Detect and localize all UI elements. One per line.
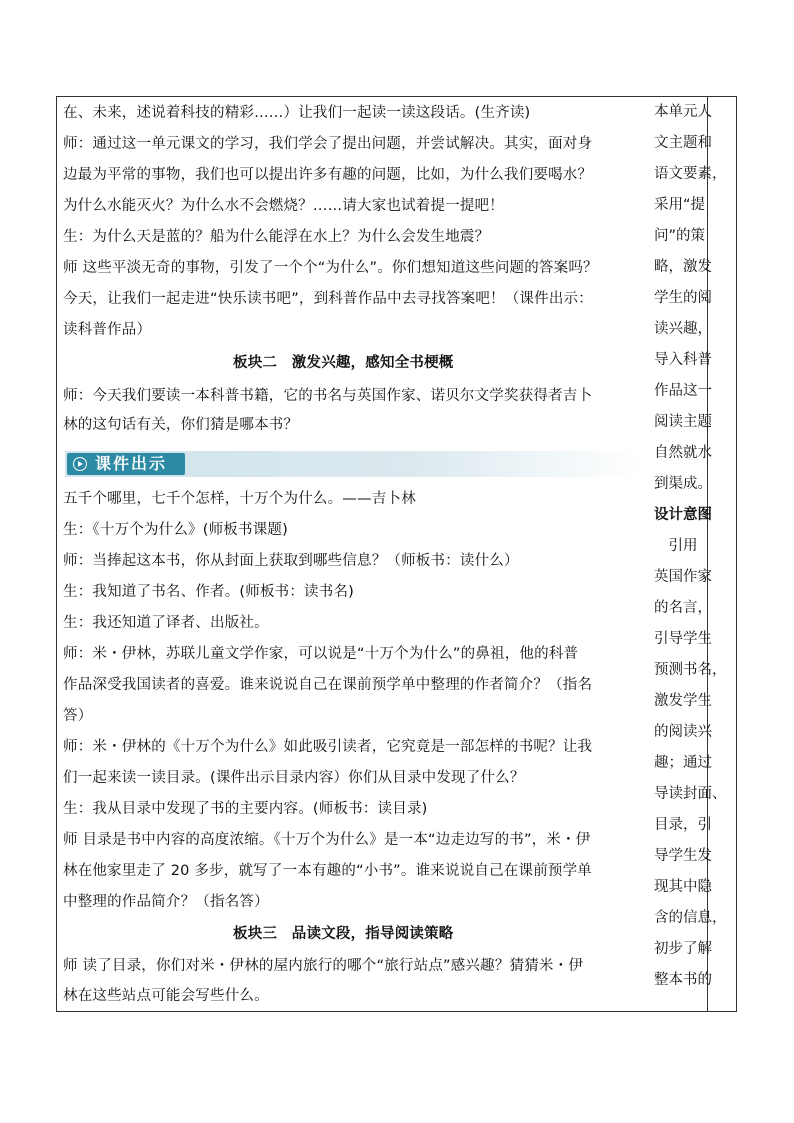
text-line: 师 目录是书中内容的高度浓缩。《十万个为什么》是一本“边走边写的书”，米・伊 xyxy=(63,832,591,848)
side-note-line: 问”的策 xyxy=(654,228,706,244)
text-line: 生：我从目录中发现了书的主要内容。(师板书：读目录) xyxy=(63,801,428,817)
text-line: 师：米・伊林的《十万个为什么》如此吸引读者，它究竟是一部怎样的书呢？让我 xyxy=(63,739,593,755)
side-note-line: 整本书的 xyxy=(654,972,712,988)
text-line: 作品深受我国读者的喜爱。谁来说说自己在课前预学单中整理的作者简介？（指名 xyxy=(63,677,593,693)
text-line: 为什么水能灭火？为什么水不会燃烧？……请大家也试着提一提吧！ xyxy=(63,198,504,214)
side-note-line: 读兴趣， xyxy=(654,321,712,337)
side-note-line: 略，激发 xyxy=(654,259,712,275)
side-note-line: 目录，引 xyxy=(654,817,712,833)
text-line: 林的这句话有关，你们猜是哪本书？ xyxy=(63,417,299,433)
banner-label: 课件出示 xyxy=(95,454,168,473)
side-note-line: 现其中隐 xyxy=(654,879,712,895)
side-note-line: 作品这一 xyxy=(654,383,712,399)
side-note-line: 导读封面、 xyxy=(654,786,727,802)
side-note-line: 本单元人 xyxy=(654,104,712,120)
side-note-line: 语文要素， xyxy=(654,166,727,182)
section-heading-3: 板块三 品读文段，指导阅读策略 xyxy=(233,926,454,942)
side-note-line: 引导学生 xyxy=(654,631,712,647)
text-line: 师 这些平淡无奇的事物，引发了一个个“为什么”。你们想知道这些问题的答案吗？ xyxy=(63,260,598,276)
text-line: 林在这些站点可能会写些什么。 xyxy=(63,988,269,1004)
text-line: 生：我还知道了译者、出版社。 xyxy=(63,615,269,631)
text-line: 师：米・伊林，苏联儿童文学作家，可以说是“十万个为什么”的鼻祖，他的科普 xyxy=(63,646,579,662)
side-note-line: 文主题和 xyxy=(654,135,712,151)
side-note-line: 学生的阅 xyxy=(654,290,712,306)
text-line: 今天，让我们一起走进“快乐读书吧”，到科普作品中去寻找答案吧！（课件出示： xyxy=(63,291,593,307)
text-line: 中整理的作品简介？（指名答） xyxy=(63,894,269,910)
side-note-line: 采用“提 xyxy=(654,197,706,213)
side-note-line: 初步了解 xyxy=(654,941,712,957)
text-line: 读科普作品） xyxy=(63,322,152,338)
text-line: 师：通过这一单元课文的学习，我们学会了提出问题，并尝试解决。其实，面对身 xyxy=(63,136,593,152)
side-note-line: 引用 xyxy=(654,538,698,554)
side-note-line: 预测书名， xyxy=(654,662,727,678)
side-note-line: 阅读主题 xyxy=(654,414,712,430)
side-note-line: 激发学生 xyxy=(654,693,712,709)
lesson-table xyxy=(56,96,737,1012)
quote-line: 五千个哪里，七千个怎样，十万个为什么。——吉卜林 xyxy=(63,491,416,507)
text-line: 边最为平常的事物，我们也可以提出许多有趣的问题，比如，为什么我们要喝水？ xyxy=(63,167,593,183)
play-icon xyxy=(73,457,87,471)
text-line: 师 读了目录，你们对米・伊林的屋内旅行的哪个“旅行站点”感兴趣？猜猜米・伊 xyxy=(63,958,584,974)
side-note-line: 英国作家 xyxy=(654,569,712,585)
section-heading-2: 板块二 激发兴趣，感知全书梗概 xyxy=(233,355,454,371)
side-note-line: 趣；通过 xyxy=(654,755,712,771)
side-note-line: 导学生发 xyxy=(654,848,712,864)
side-note-line: 的阅读兴 xyxy=(654,724,712,740)
side-note-line: 到渠成。 xyxy=(654,476,712,492)
side-note-line: 的名言， xyxy=(654,600,712,616)
side-note-line: 导入科普 xyxy=(654,352,712,368)
text-line: 生：为什么天是蓝的？船为什么能浮在水上？为什么会发生地震？ xyxy=(63,229,490,245)
text-line: 生：《十万个为什么》(师板书课题) xyxy=(63,522,288,538)
text-line: 们一起来读一读目录。(课件出示目录内容）你们从目录中发现了什么？ xyxy=(63,770,525,786)
text-line: 林在他家里走了 20 多步，就写了一本有趣的“小书”。谁来说说自己在课前预学单 xyxy=(63,863,592,879)
design-intent-heading: 设计意图 xyxy=(654,507,712,523)
text-line: 生：我知道了书名、作者。(师板书：读书名) xyxy=(63,584,355,600)
text-line: 在、未来，述说着科技的精彩……）让我们一起读一读这段话。(生齐读) xyxy=(63,105,531,121)
banner-tag xyxy=(67,453,185,475)
text-line: 师：当捧起这本书，你从封面上获取到哪些信息？（师板书：读什么） xyxy=(63,553,519,569)
text-line: 师：今天我们要读一本科普书籍，它的书名与英国作家、诺贝尔文学奖获得者吉卜 xyxy=(63,388,593,404)
text-line: 答） xyxy=(63,708,93,724)
side-note-line: 含的信息， xyxy=(654,910,727,926)
courseware-banner xyxy=(65,451,641,477)
side-note-line: 自然就水 xyxy=(654,445,712,461)
